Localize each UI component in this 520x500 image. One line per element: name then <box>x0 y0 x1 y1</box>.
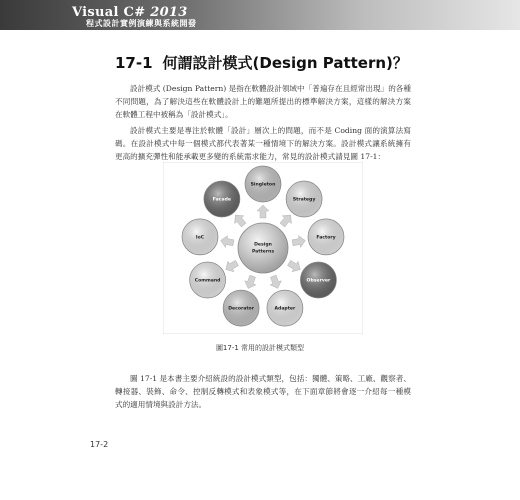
node-label: Singleton <box>250 182 276 188</box>
center-label-line2: Patterns <box>251 249 275 255</box>
node-decorator <box>223 290 259 326</box>
design-patterns-diagram <box>163 162 363 334</box>
node-label: Command <box>194 278 221 284</box>
paragraph-intro: 設計模式 (Design Pattern) 是指在軟體設計領域中「普遍存在且經常出現」的各種不同問題，為了解決這些在軟體設計上的難題所提出的標準解決方案，這樣的解決方案在軟體工程中被稱為「設計模式」。 <box>115 83 411 119</box>
figure-caption: 圖17-1 常用的設計模式類型 <box>215 344 305 352</box>
center-node <box>238 223 288 273</box>
node-singleton <box>245 166 281 202</box>
center-label-line1: Design <box>254 242 272 248</box>
book-title-main: Visual C# <box>72 5 146 20</box>
book-subtitle: 程式設計實例演練與系統開發 <box>86 19 197 28</box>
node-label: IoC <box>195 235 205 241</box>
section-heading <box>115 52 408 73</box>
section-title: 何謂設計模式(Design Pattern)？ <box>162 54 408 72</box>
node-label: Observer <box>306 278 331 284</box>
page-number: 17-2 <box>90 440 109 449</box>
node-label: Decorator <box>228 306 254 312</box>
node-facade <box>204 181 240 217</box>
paragraph-summary: 圖 17-1 是本書主要介紹統設的設計模式類型，包括：獨體、策略、工廠、觀察者、轉接器、裝飾、命令、控制反轉模式和表象模式等，在下面章節將會逐一介紹每一種模式的適用情境與設計方法。 <box>115 373 411 409</box>
center-circle <box>238 223 288 273</box>
book-title-year: 2013 <box>150 5 188 20</box>
node-strategy <box>286 181 322 217</box>
node-adapter <box>267 290 303 326</box>
paragraph-focus: 設計模式主要是專注於軟體「設計」層次上的問題，而不是 Coding 面的演算法寫碼。在設計模式中每一個模式都代表著某一種情境下的解決方案。設計模式讓系統擁有更高的擴充彈性和能承載更多變的系統需求能力，常見的設計模式請見圖 17-1： <box>115 125 411 161</box>
node-command <box>190 262 226 298</box>
node-label: Adapter <box>274 306 296 312</box>
diagram-svg <box>163 162 363 334</box>
node-factory <box>308 219 344 255</box>
node-ioc <box>182 219 218 255</box>
node-label: Facade <box>212 197 232 203</box>
node-observer <box>300 262 336 298</box>
node-label: Factory <box>316 235 336 241</box>
node-label: Strategy <box>292 197 316 203</box>
section-number: 17-1 <box>115 54 153 72</box>
